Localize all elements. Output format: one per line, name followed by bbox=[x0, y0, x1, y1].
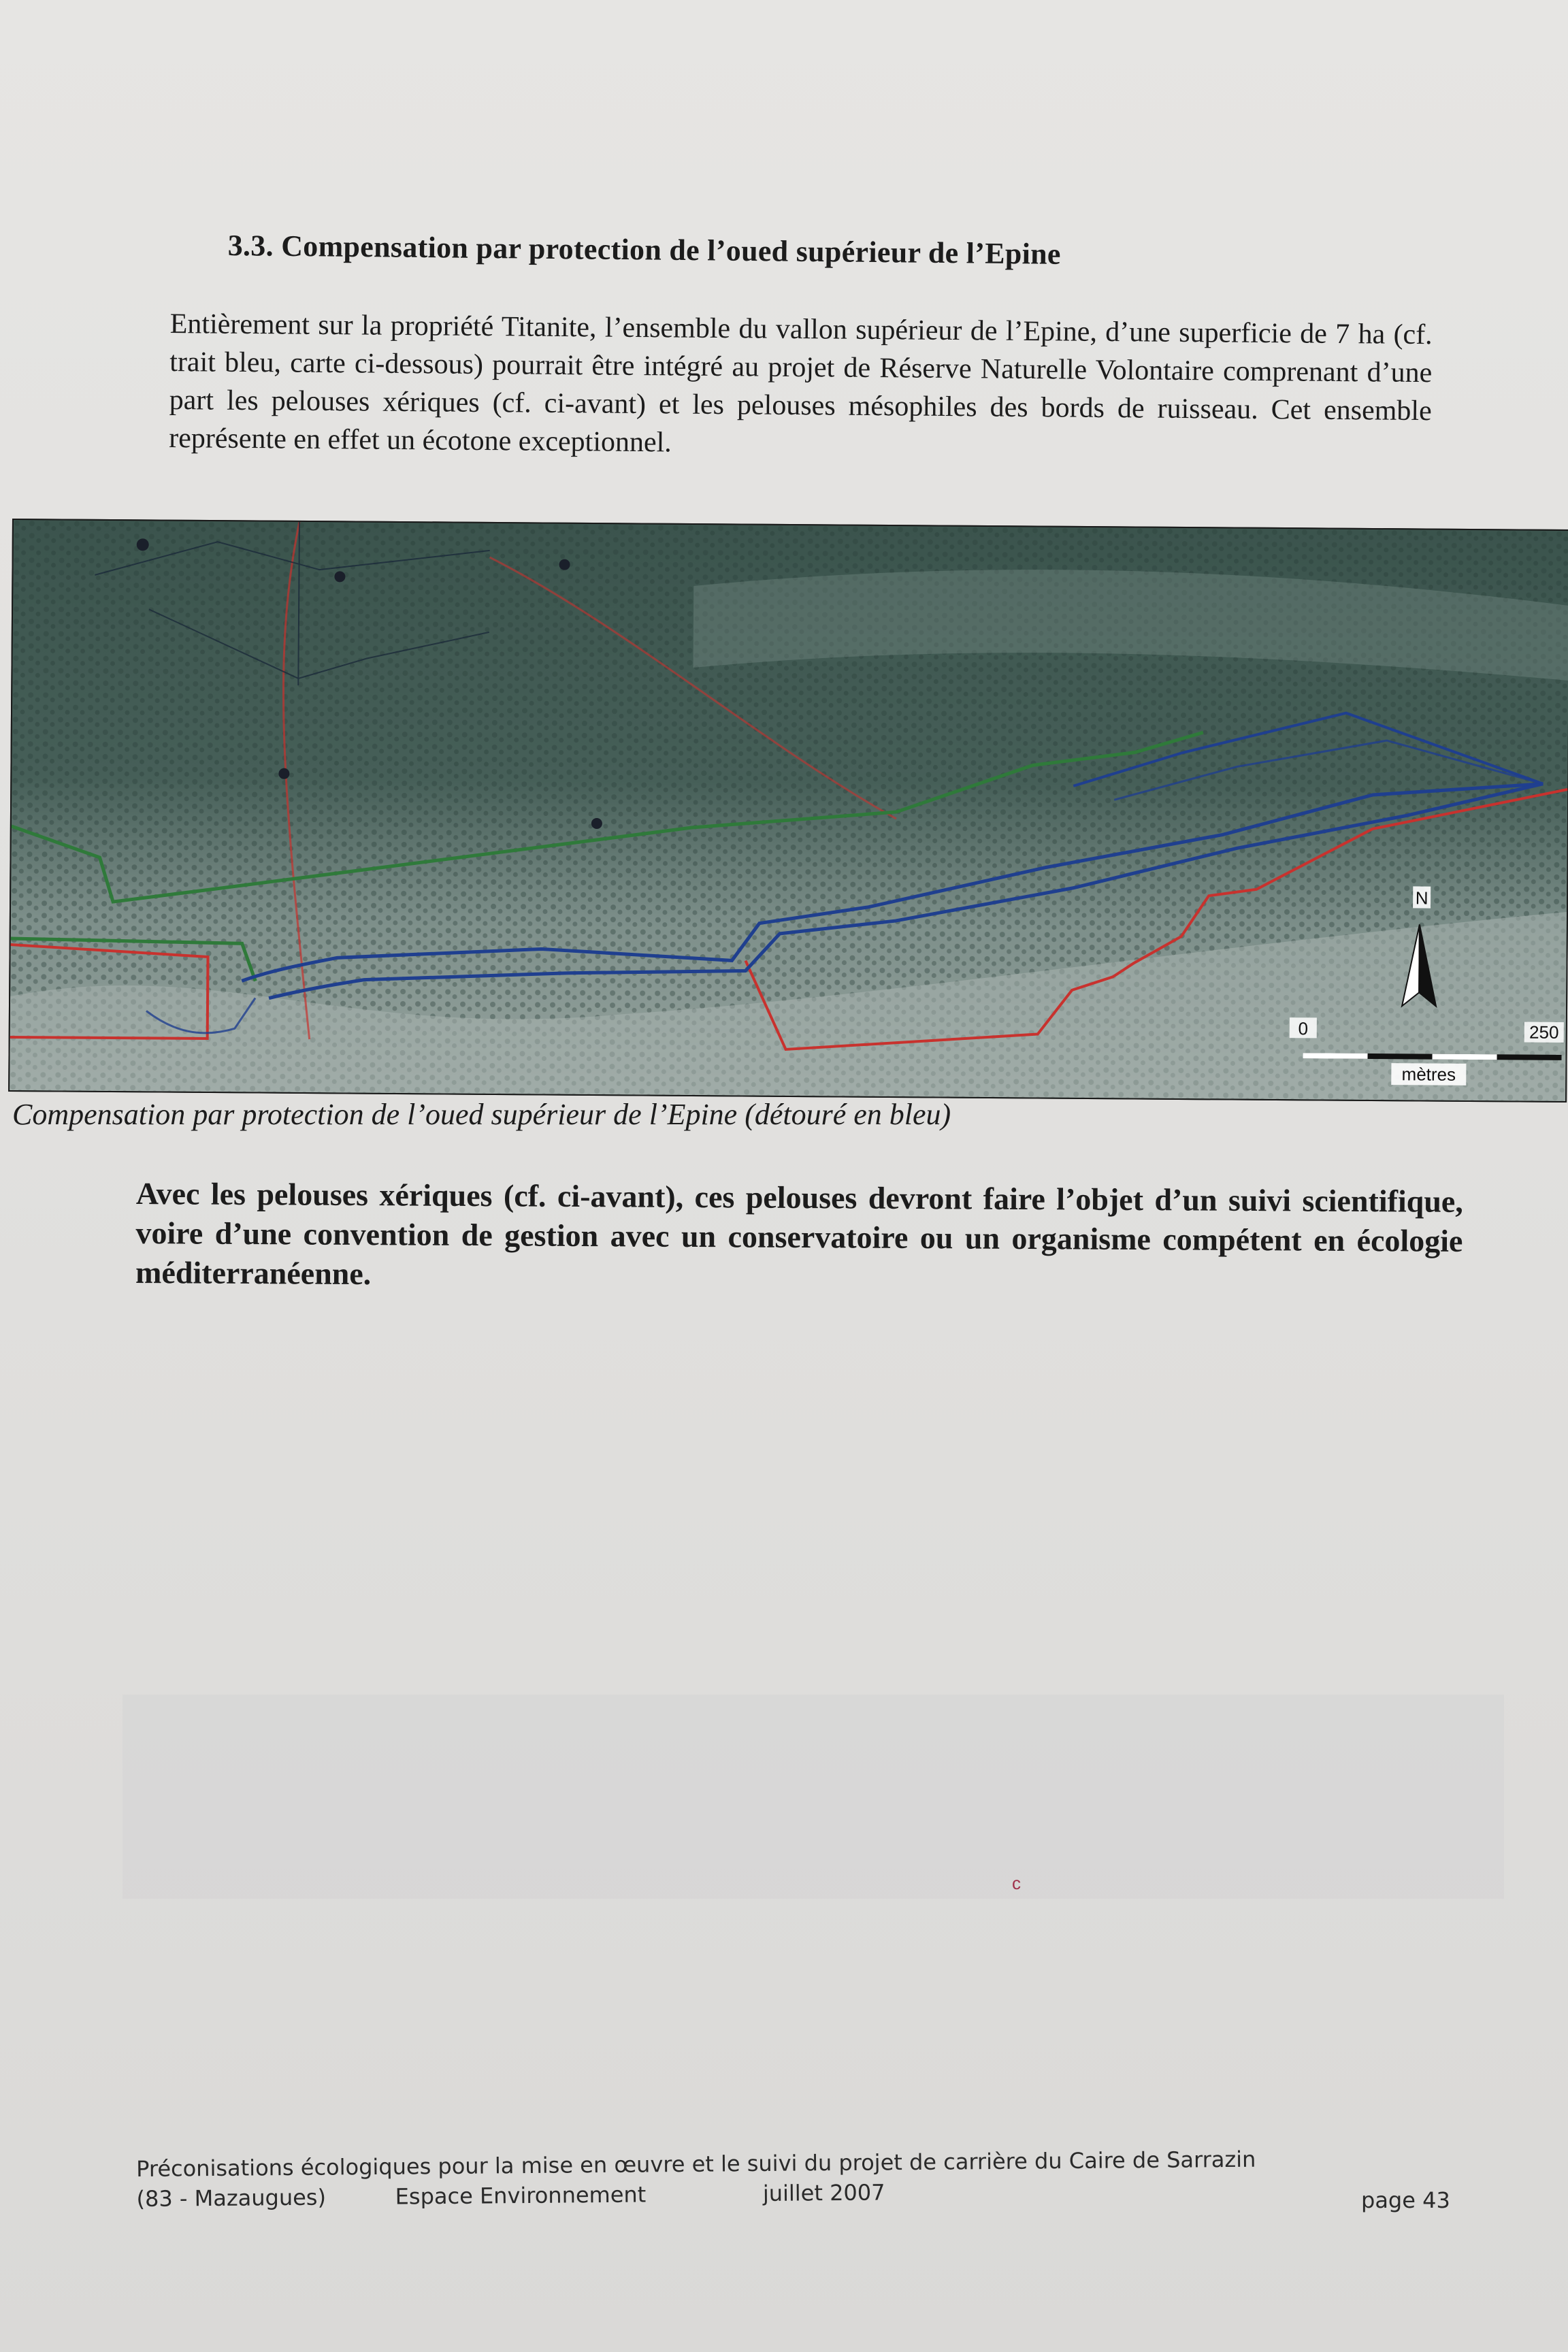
footer-title: Préconisations écologiques pour la mise en œuvre et le suivi du projet de carrière du Caire de Sarrazin bbox=[136, 2146, 1256, 2182]
footer-organisation: Espace Environnement bbox=[395, 2181, 647, 2210]
scale-unit-label: mètres bbox=[1401, 1064, 1456, 1085]
stray-mark: c bbox=[1012, 1873, 1021, 1893]
footer-location: (83 - Mazaugues) bbox=[136, 2184, 327, 2212]
map-caption: Compensation par protection de l’oued supérieur de l’Epine (détouré en bleu) bbox=[12, 1098, 951, 1131]
scale-start-label: 0 bbox=[1298, 1018, 1309, 1039]
north-label: N bbox=[1415, 887, 1428, 909]
conclusion-paragraph: Avec les pelouses xériques (cf. ci-avant), ces pelouses devront faire l’objet d’un suivi scientifique, voire d’une convention de gestion avec un conservatoire ou un organisme compétent en écologie méditerranéenne. bbox=[135, 1176, 1463, 1292]
bleed-through-shadow bbox=[122, 1695, 1504, 1899]
section-heading: 3.3. Compensation par protection de l’oued supérieur de l’Epine bbox=[227, 228, 1062, 271]
aerial-map bbox=[8, 519, 1568, 1102]
footer-date: juillet 2007 bbox=[762, 2179, 885, 2206]
scale-end-label: 250 bbox=[1529, 1022, 1559, 1043]
page-footer bbox=[136, 2144, 1464, 2212]
page-number: page 43 bbox=[1361, 2187, 1450, 2213]
aerial-map-graphic bbox=[10, 520, 1568, 1101]
intro-paragraph: Entièrement sur la propriété Titanite, l’ensemble du vallon supérieur de l’Epine, d’une superficie de 7 ha (cf. trait bleu, carte ci-dessous) pourrait être intégré au projet de Réserve Naturelle Volontaire comprenant d’une part les pelouses xériques (cf. ci-avant) et les pelouses mésophiles des bords de ruisseau. Cet ensemble représente en effet un écotone exceptionnel. bbox=[169, 308, 1433, 459]
